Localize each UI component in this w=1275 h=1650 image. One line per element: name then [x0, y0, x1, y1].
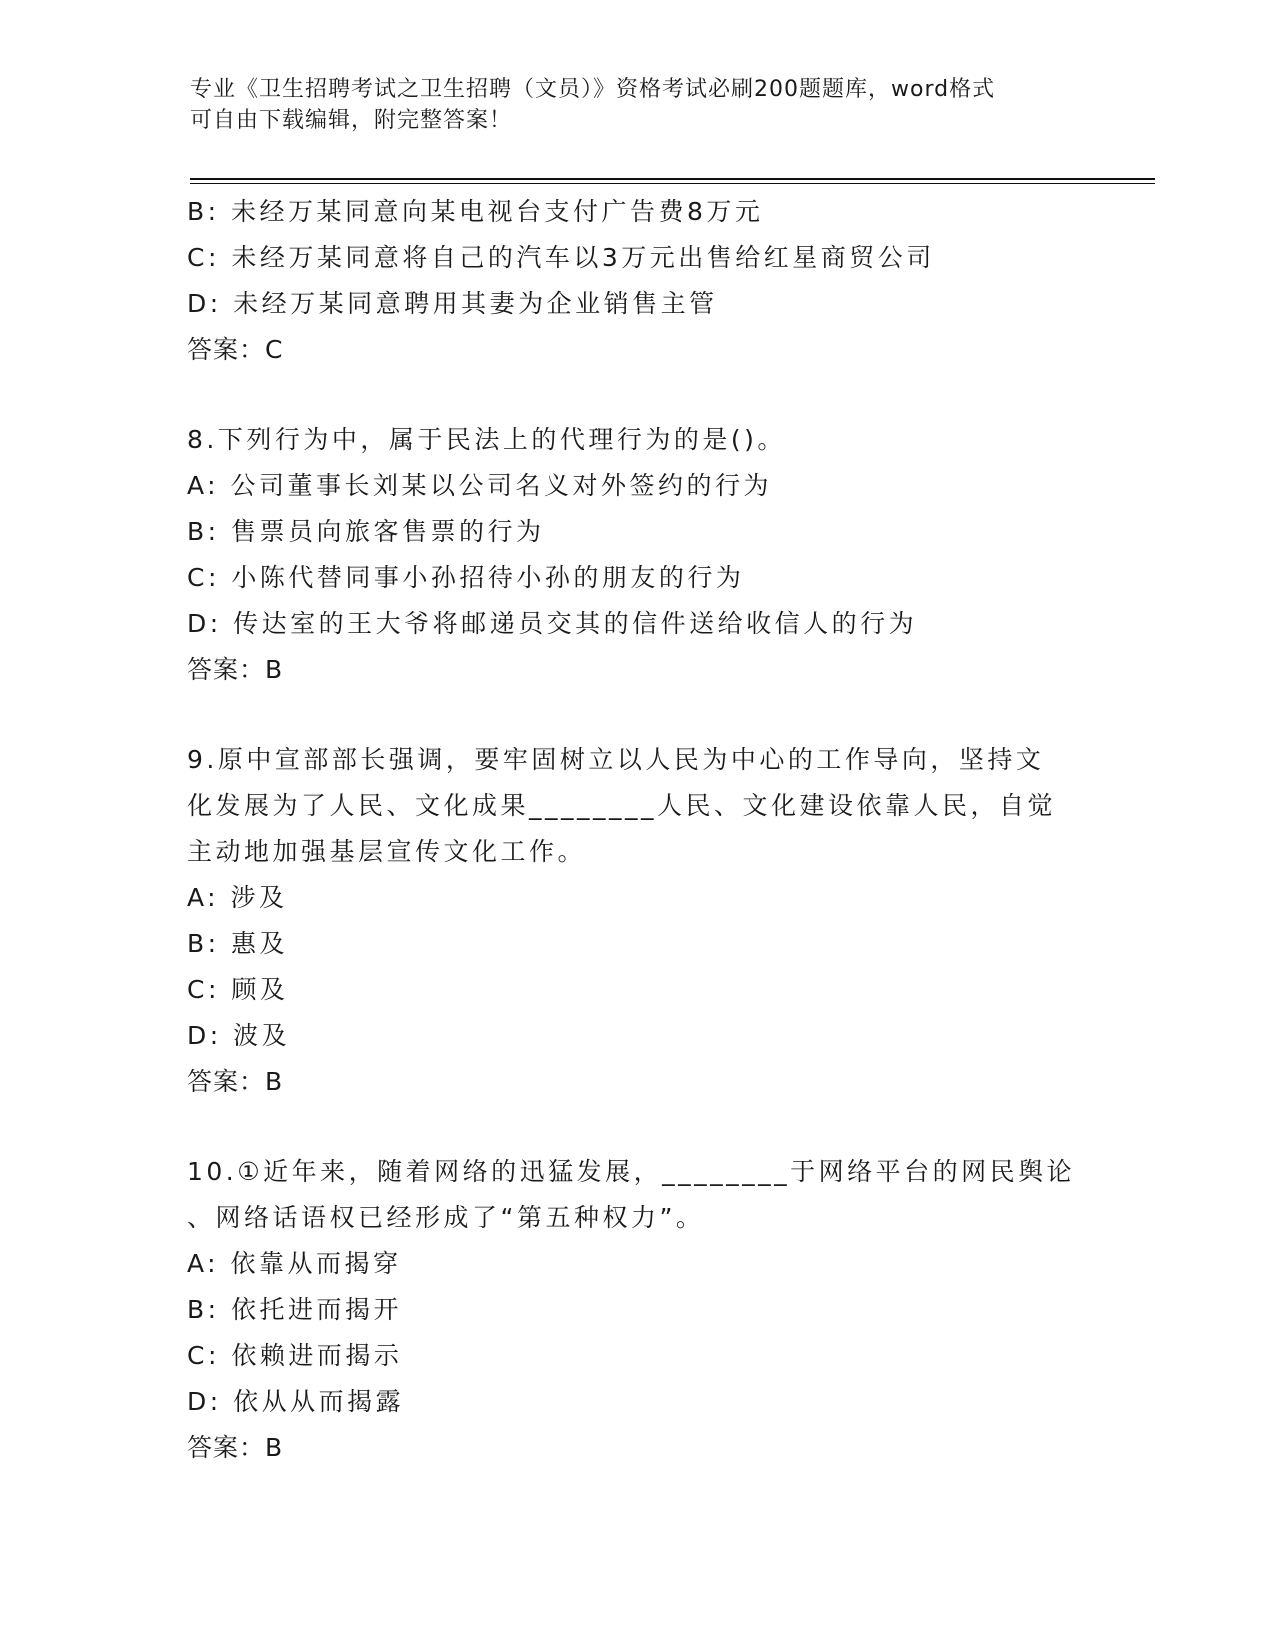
question-stem-line-2: 化发展为了人民、文化成果________人民、文化建设依靠人民，自觉: [187, 791, 1057, 820]
option-b: B: 依托进而揭开: [187, 1295, 403, 1324]
answer: 答案：B: [187, 1067, 284, 1096]
header-line-1: 专业《卫生招聘考试之卫生招聘（文员）》资格考试必刷200题题库，word格式: [190, 77, 996, 102]
answer: 答案：B: [187, 655, 284, 684]
option-b: B: 售票员向旅客售票的行为: [187, 517, 545, 546]
question-stem-line-1: 9.原中宣部部长强调，要牢固树立以人民为中心的工作导向，坚持文: [187, 745, 1045, 774]
answer: 答案：B: [187, 1433, 284, 1462]
question-10: [187, 1149, 1087, 1471]
question-stem-line-1: 10.①近年来，随着网络的迅猛发展，________于网络平台的网民舆论: [187, 1157, 1076, 1186]
option-c: C: 小陈代替同事小孙招待小孙的朋友的行为: [187, 563, 745, 592]
question-stem-line-2: 、网络话语权已经形成了“第五种权力”。: [187, 1203, 705, 1232]
answer: 答案：C: [187, 335, 284, 364]
header-line-2: 可自由下载编辑，附完整答案！: [190, 108, 513, 133]
question-7: [187, 189, 1087, 373]
option-b: B: 未经万某同意向某电视台支付广告费8万元: [187, 197, 764, 226]
spacer: [187, 693, 1087, 737]
document-body: [187, 189, 1087, 1471]
spacer: [187, 373, 1087, 417]
option-d: D: 传达室的王大爷将邮递员交其的信件送给收信人的行为: [187, 609, 918, 638]
option-c: C: 顾及: [187, 975, 289, 1004]
header-rule-thin: [190, 183, 1155, 184]
question-8: [187, 417, 1087, 693]
option-d: D: 未经万某同意聘用其妻为企业销售主管: [187, 289, 718, 318]
question-9: [187, 737, 1087, 1105]
document-header: [190, 74, 1070, 136]
header-rule-thick: [190, 178, 1155, 180]
option-a: A: 依靠从而揭穿: [187, 1249, 402, 1278]
question-stem-line-3: 主动地加强基层宣传文化工作。: [187, 837, 587, 866]
option-d: D: 依从从而揭露: [187, 1387, 405, 1416]
option-c: C: 未经万某同意将自己的汽车以3万元出售给红星商贸公司: [187, 243, 935, 272]
option-b: B: 惠及: [187, 929, 289, 958]
option-d: D: 波及: [187, 1021, 291, 1050]
question-stem: 8.下列行为中，属于民法上的代理行为的是()。: [187, 425, 786, 454]
option-c: C: 依赖进而揭示: [187, 1341, 403, 1370]
option-a: A: 涉及: [187, 883, 288, 912]
option-a: A: 公司董事长刘某以公司名义对外签约的行为: [187, 471, 773, 500]
spacer: [187, 1105, 1087, 1149]
